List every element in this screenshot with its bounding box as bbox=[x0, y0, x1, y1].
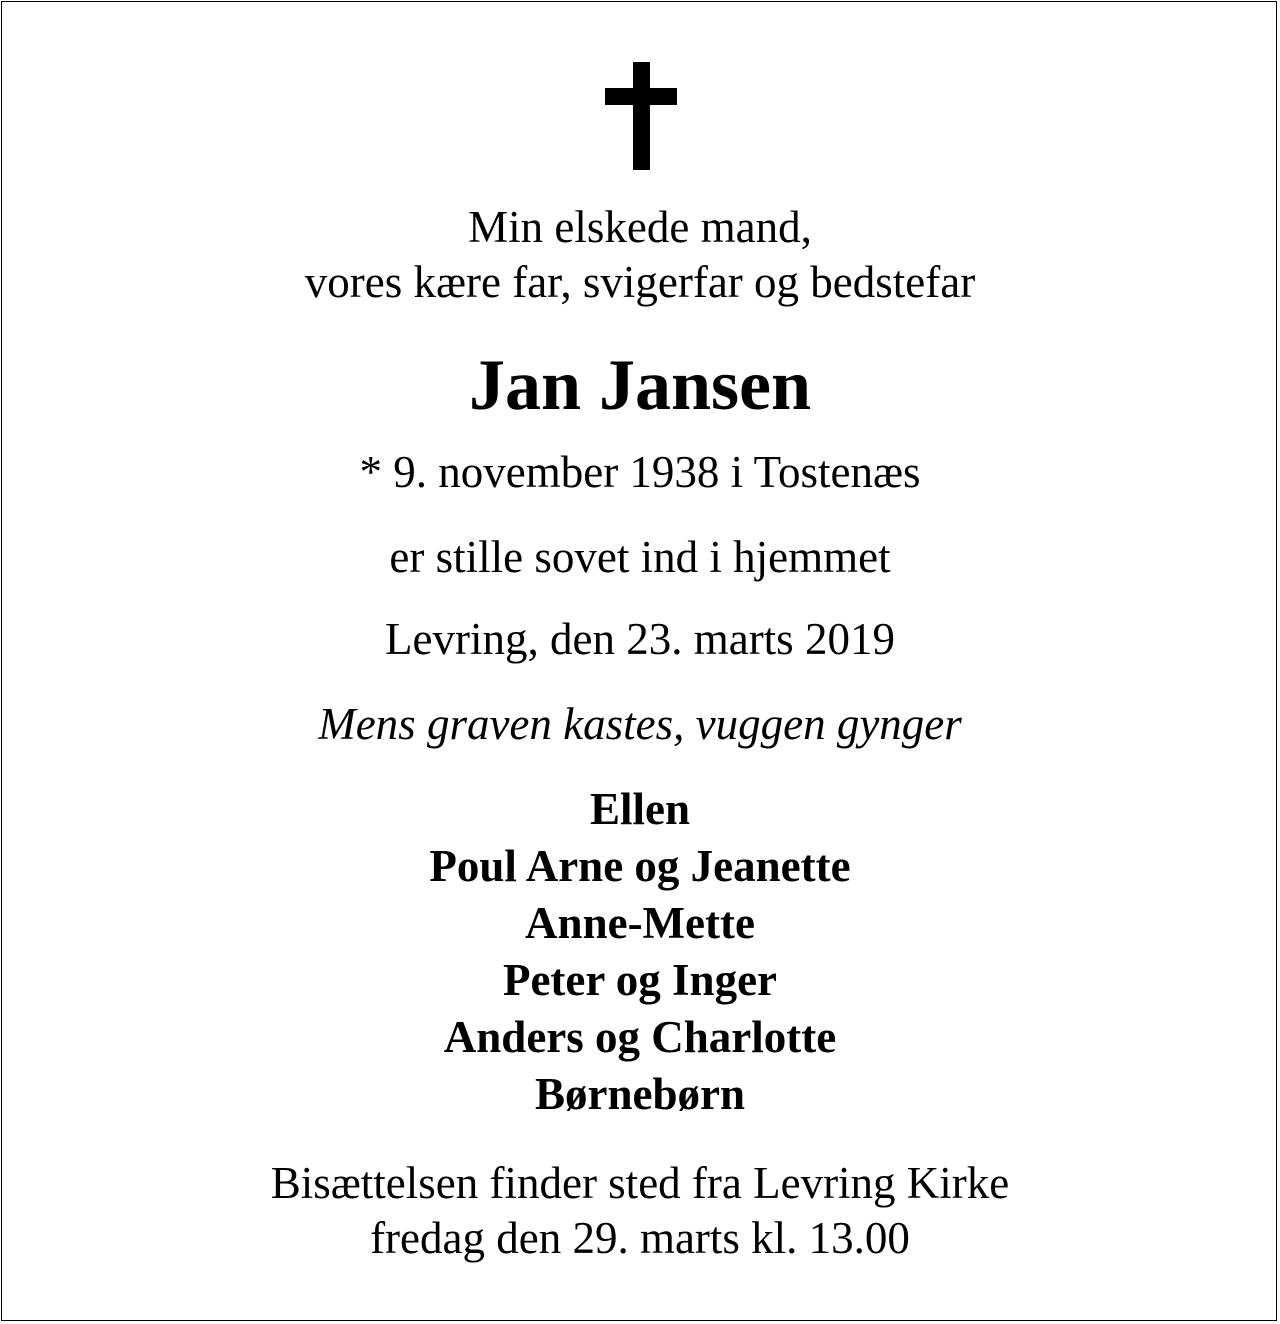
intro-text bbox=[0, 200, 1280, 310]
verse: Mens graven kastes, vuggen gynger bbox=[318, 699, 962, 749]
family-member: Anders og Charlotte bbox=[443, 1012, 837, 1062]
family-member: Børnebørn bbox=[534, 1069, 745, 1119]
deceased-name: Jan Jansen bbox=[468, 345, 812, 425]
family-list bbox=[0, 781, 1280, 1123]
funeral-line-2: fredag den 29. marts kl. 13.00 bbox=[370, 1213, 910, 1263]
intro-line-1: Min elskede mand, bbox=[468, 202, 812, 252]
funeral-info bbox=[0, 1156, 1280, 1266]
funeral-line-1: Bisættelsen finder sted fra Levring Kirke bbox=[270, 1158, 1010, 1208]
family-member: Anne-Mette bbox=[525, 898, 755, 948]
cross-icon bbox=[605, 62, 677, 170]
family-member: Ellen bbox=[589, 784, 691, 834]
birth-info: * 9. november 1938 i Tostenæs bbox=[359, 447, 921, 497]
intro-line-2: vores kære far, svigerfar og bedstefar bbox=[304, 257, 976, 307]
family-member: Poul Arne og Jeanette bbox=[429, 841, 851, 891]
family-member: Peter og Inger bbox=[502, 955, 778, 1005]
passing-info: er stille sovet ind i hjemmet bbox=[389, 532, 891, 582]
place-and-date: Levring, den 23. marts 2019 bbox=[385, 614, 895, 664]
